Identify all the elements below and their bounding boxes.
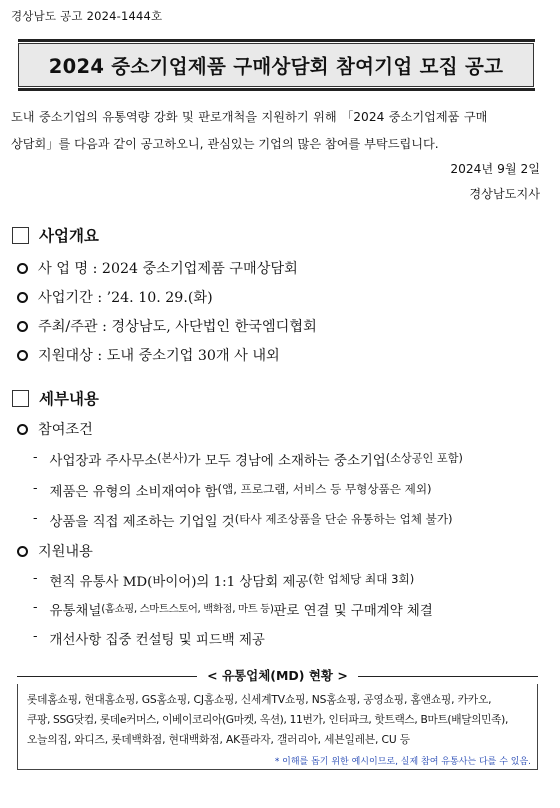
circle-bullet-icon <box>17 321 28 332</box>
condition-item: - 제품은 유형의 소비재여야 함 (앱, 프로그램, 서비스 등 무형상품은 제외) <box>33 481 432 500</box>
condition-text: 사업장과 주사무소 <box>49 454 158 469</box>
conditions-heading <box>17 419 93 439</box>
document-number: 경상남도 공고 2024-1444호 <box>11 9 163 23</box>
overview-text: 사 업 명 : 2024 중소기업제품 구매상담회 <box>38 261 298 277</box>
overview-text: 지원대상 : 도내 중소기업 30개 사 내외 <box>38 348 280 364</box>
circle-bullet-icon <box>17 292 28 303</box>
square-icon <box>12 390 29 407</box>
support-item: - 개선사항 집중 컨설팅 및 피드백 제공 <box>33 629 265 648</box>
md-list-box <box>17 684 538 770</box>
section-title: 사업개요 <box>39 227 99 245</box>
condition-text: 가 모두 경남에 소재하는 중소기업 <box>187 454 386 469</box>
overview-item <box>17 345 280 365</box>
notice-date: 2024년 9월 2일 <box>450 162 540 176</box>
support-title: 지원내용 <box>38 544 93 560</box>
condition-item: - 사업장과 주사무소 (본사) 가 모두 경남에 소재하는 중소기업 (소상공인 포함) <box>33 450 463 469</box>
square-icon <box>12 227 29 244</box>
overview-item <box>17 258 298 278</box>
support-text: 유통채널 <box>49 604 102 619</box>
condition-note: (앱, 프로그램, 서비스 등 무형상품은 제외) <box>217 482 432 496</box>
support-item: - 유통채널 (홈쇼핑, 스마트스토어, 백화점, 마트 등) 판로 연결 및 구매계약 체결 <box>33 600 433 619</box>
conditions-title: 참여조건 <box>38 422 93 438</box>
circle-bullet-icon <box>17 424 28 435</box>
section-overview-heading <box>12 224 99 246</box>
issuer: 경상남도지사 <box>469 187 540 201</box>
circle-bullet-icon <box>17 350 28 361</box>
md-heading <box>17 666 538 684</box>
circle-bullet-icon <box>17 546 28 557</box>
overview-text: 주최/주관 : 경상남도, 사단법인 한국엠디협회 <box>38 319 317 335</box>
intro-paragraph <box>11 104 541 158</box>
section-title: 세부내용 <box>39 390 99 408</box>
support-text: 판로 연결 및 구매계약 체결 <box>273 604 433 619</box>
support-heading <box>17 541 93 561</box>
md-title: < 유통업체(MD) 현황 > <box>197 666 358 684</box>
condition-note: (소상공인 포함) <box>385 452 463 465</box>
md-list-line: 쿠팡, SSG닷컴, 롯데e커머스, 이베이코리아(G마켓, 옥션), 11번가, 인터파크, 핫트랙스, B마트(배달의민족), <box>27 713 508 726</box>
md-list-line: 롯데홈쇼핑, 현대홈쇼핑, GS홈쇼핑, CJ홈쇼핑, 신세계TV쇼핑, NS홈쇼핑, 공영쇼핑, 홈앤쇼핑, 카카오, <box>27 693 492 706</box>
md-list-line: 오늘의집, 와디즈, 롯데백화점, 현대백화점, AK플라자, 갤러리아, 세븐일레븐, CU 등 <box>27 733 410 746</box>
intro-line: 상담회」를 다음과 같이 공고하오니, 관심있는 기업의 많은 참여를 부탁드립니다. <box>11 137 439 151</box>
notice-title: 2024 중소기업제품 구매상담회 참여기업 모집 공고 <box>48 55 504 78</box>
condition-text: 제품은 유형의 소비재여야 함 <box>49 485 218 500</box>
support-text: 개선사항 집중 컨설팅 및 피드백 제공 <box>49 633 265 648</box>
support-note: (한 업체당 최대 3회) <box>308 572 415 586</box>
intro-line: 도내 중소기업의 유통역량 강화 및 판로개척을 지원하기 위해 「2024 중소기업제품 구매 <box>11 110 488 124</box>
overview-text: 사업기간 : ’24. 10. 29.(화) <box>38 290 213 306</box>
overview-item <box>17 316 317 336</box>
circle-bullet-icon <box>17 263 28 274</box>
overview-item <box>17 287 213 307</box>
support-text: 현직 유통사 MD(바이어)의 1:1 상담회 제공 <box>49 575 309 590</box>
condition-item: - 상품을 직접 제조하는 기업일 것 (타사 제조상품을 단순 유통하는 업체 불가) <box>33 511 453 530</box>
condition-note: (타사 제조상품을 단순 유통하는 업체 불가) <box>234 512 453 526</box>
condition-text: 상품을 직접 제조하는 기업일 것 <box>49 515 235 530</box>
section-details-heading <box>12 387 99 409</box>
title-banner <box>18 43 534 87</box>
support-item: - 현직 유통사 MD(바이어)의 1:1 상담회 제공 (한 업체당 최대 3회) <box>33 571 415 590</box>
condition-note: (본사) <box>157 452 188 465</box>
md-footnote: * 이해를 돕기 위한 예시이므로, 실제 참여 유통사는 다를 수 있음. <box>274 757 531 767</box>
support-note: (홈쇼핑, 스마트스토어, 백화점, 마트 등) <box>101 603 274 615</box>
